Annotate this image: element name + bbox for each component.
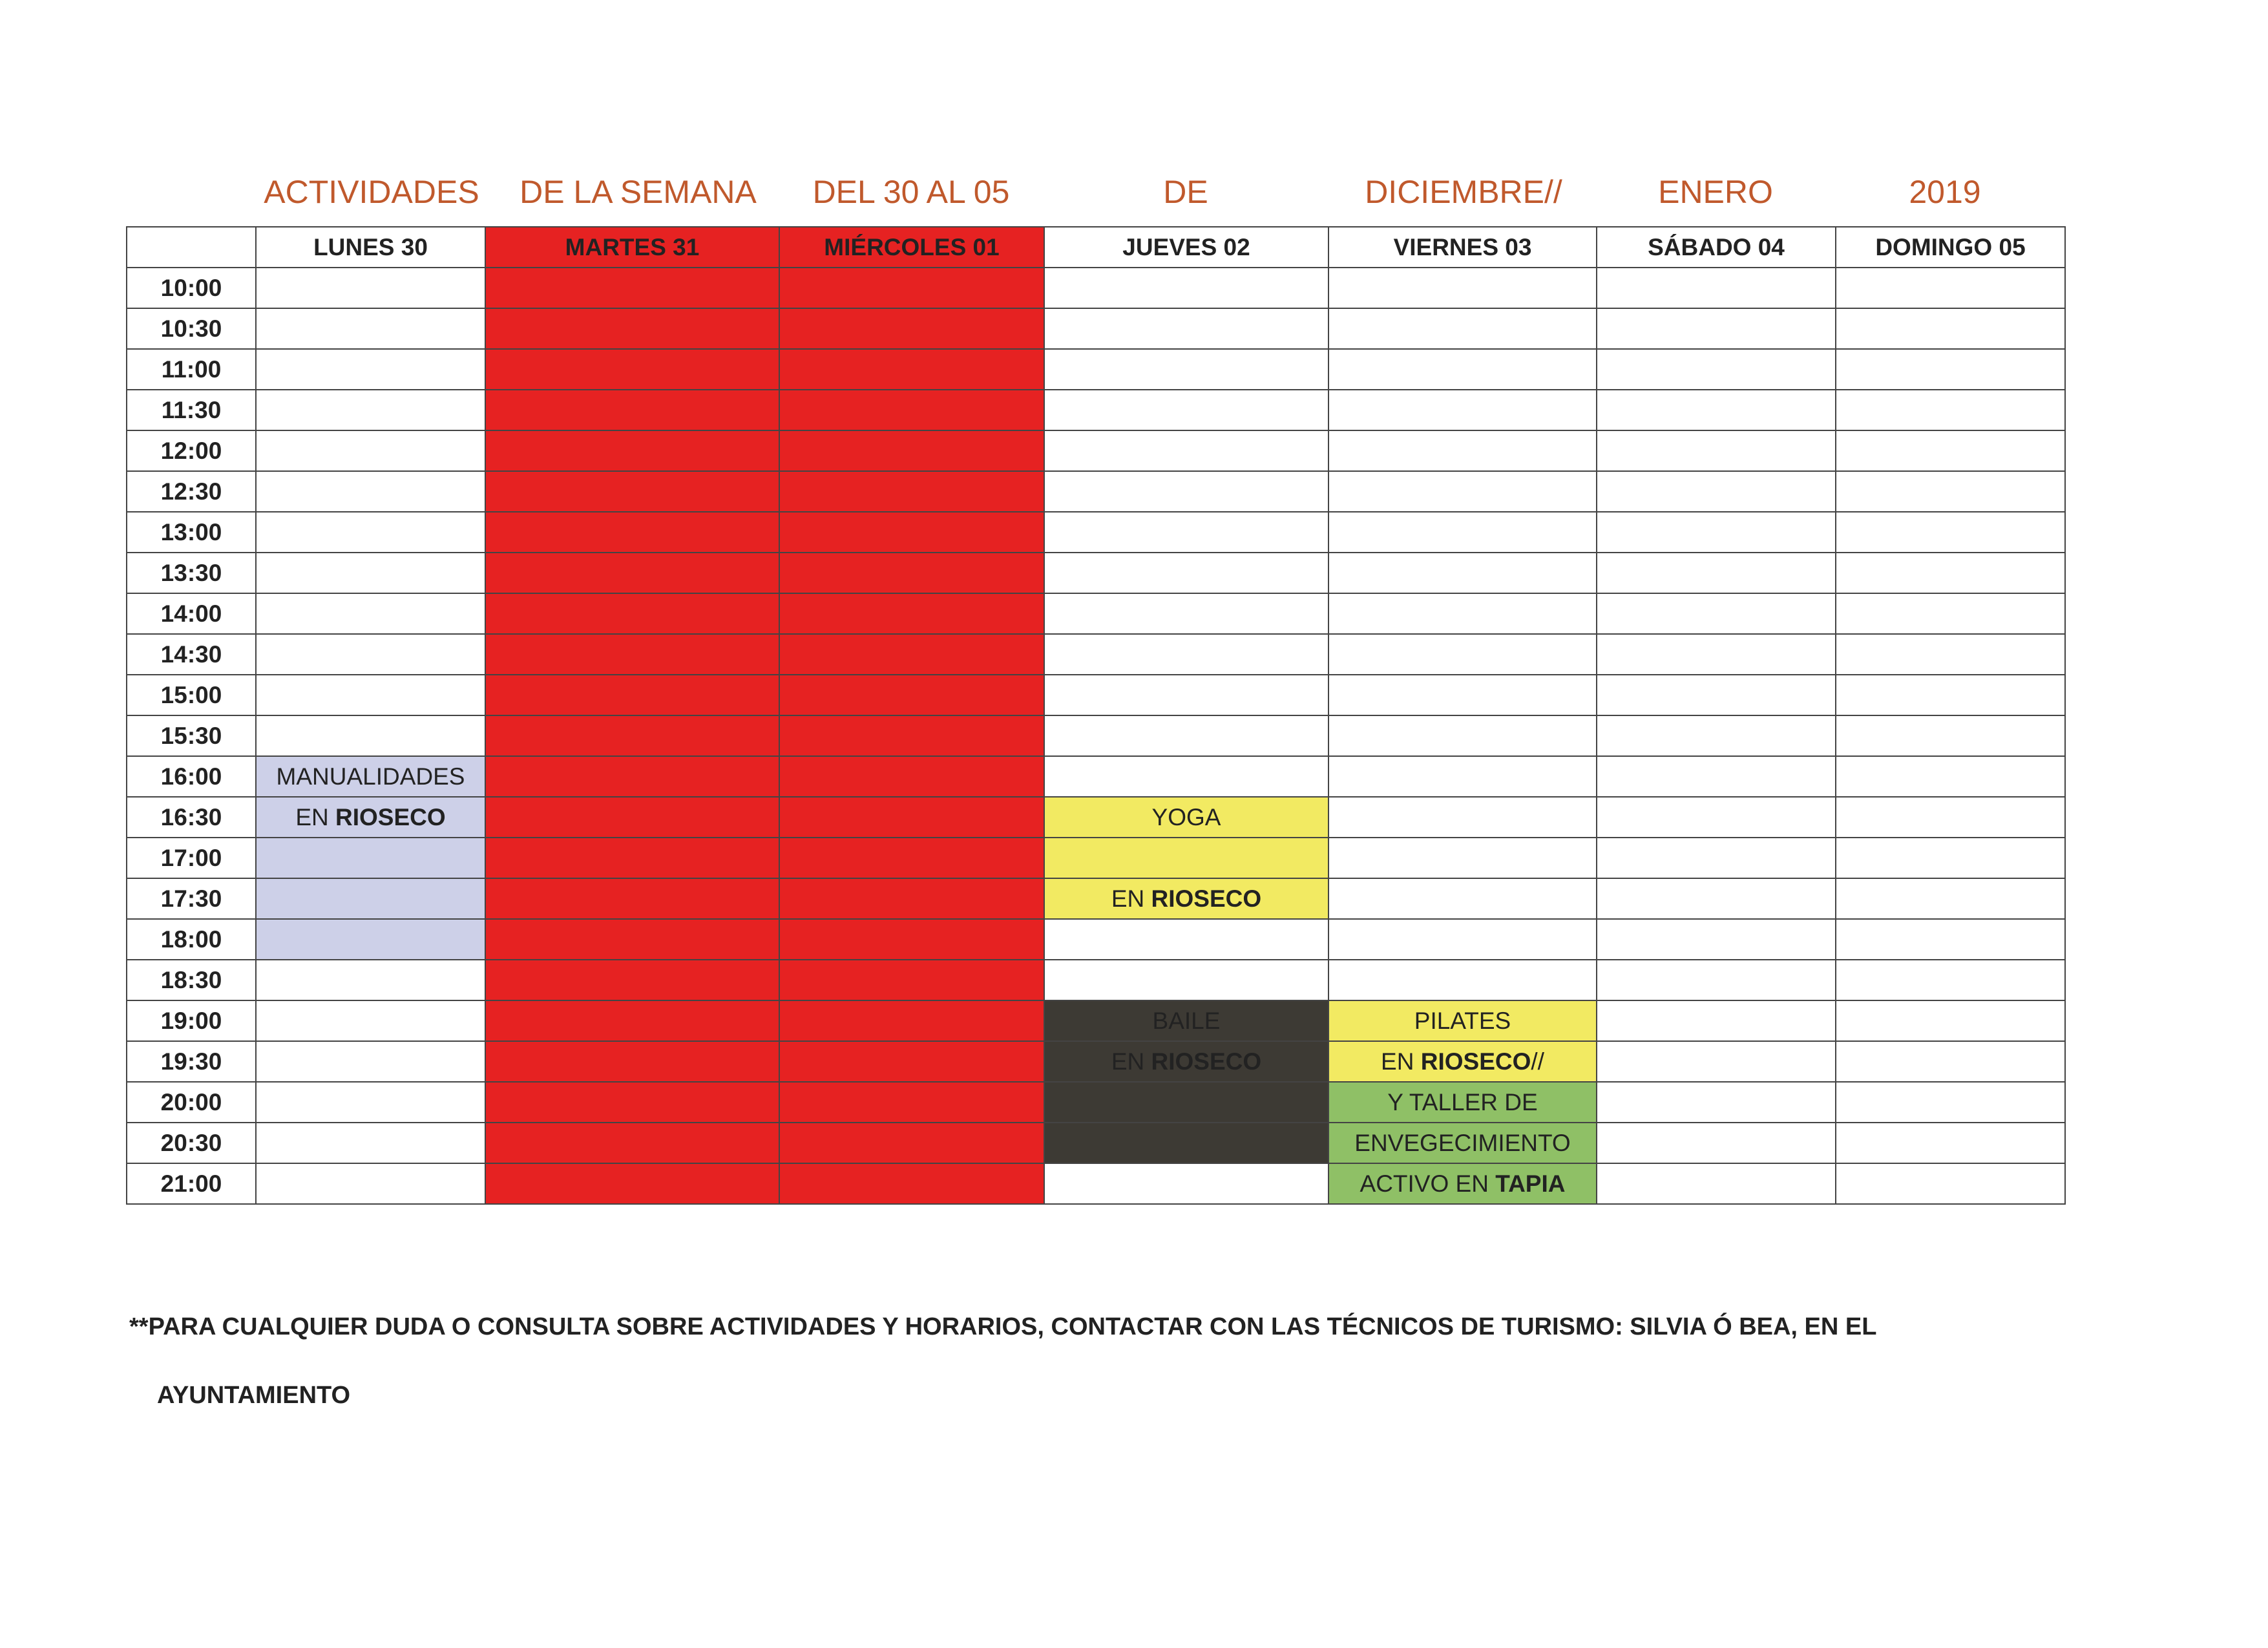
cell: [256, 960, 485, 1000]
cell: [1328, 430, 1597, 471]
time-label: 10:00: [127, 268, 256, 308]
holiday-cell: [485, 715, 779, 756]
cell: [256, 593, 485, 634]
cell: [1328, 715, 1597, 756]
time-label: 15:00: [127, 675, 256, 715]
holiday-cell: [779, 838, 1044, 878]
table-row: [127, 919, 2065, 960]
table-row: [127, 1000, 2065, 1041]
cell: [256, 430, 485, 471]
cell: [1597, 919, 1836, 960]
location-name: RIOSECO: [335, 803, 446, 830]
title-word-6: ENERO: [1658, 174, 1773, 210]
holiday-cell: [779, 675, 1044, 715]
table-row: [127, 471, 2065, 512]
cell: [1836, 756, 2065, 797]
holiday-cell: [485, 838, 779, 878]
time-label: 11:30: [127, 390, 256, 430]
cell: [1597, 715, 1836, 756]
cell: [1044, 553, 1328, 593]
cell: [1597, 1041, 1836, 1082]
cell: [1328, 797, 1597, 838]
holiday-cell: [485, 1123, 779, 1163]
time-label: 19:30: [127, 1041, 256, 1082]
holiday-cell: [779, 756, 1044, 797]
table-row: [127, 268, 2065, 308]
cell: [256, 634, 485, 675]
yoga-location: [1044, 878, 1328, 919]
holiday-cell: [779, 593, 1044, 634]
cell: [256, 675, 485, 715]
cell: [1044, 349, 1328, 390]
day-header-jueves: JUEVES 02: [1044, 227, 1328, 268]
title-word-5: DICIEMBRE//: [1365, 174, 1562, 210]
schedule-title: [0, 173, 2268, 231]
time-label: 12:30: [127, 471, 256, 512]
cell: [1836, 512, 2065, 553]
cell: [1044, 593, 1328, 634]
cell: [1836, 1082, 2065, 1123]
holiday-cell: [485, 308, 779, 349]
cell: [256, 1082, 485, 1123]
holiday-cell: [485, 960, 779, 1000]
header-row: [127, 227, 2065, 268]
time-label: 13:30: [127, 553, 256, 593]
cell: [256, 1041, 485, 1082]
cell: [1836, 675, 2065, 715]
table-row: [127, 390, 2065, 430]
cell: [256, 1163, 485, 1204]
holiday-cell: [779, 1163, 1044, 1204]
location-prefix: ACTIVO EN: [1360, 1170, 1496, 1197]
table-row: [127, 878, 2065, 919]
cell: [1836, 1163, 2065, 1204]
yoga-cell: YOGA: [1044, 797, 1328, 838]
holiday-cell: [485, 756, 779, 797]
cell: [1836, 1000, 2065, 1041]
day-header-martes: MARTES 31: [485, 227, 779, 268]
cell: [1044, 471, 1328, 512]
cell: [1597, 878, 1836, 919]
cell: [1597, 430, 1836, 471]
cell: [1597, 593, 1836, 634]
holiday-cell: [779, 471, 1044, 512]
holiday-cell: [779, 715, 1044, 756]
cell: [1836, 838, 2065, 878]
location-name: RIOSECO: [1151, 885, 1262, 912]
holiday-cell: [485, 471, 779, 512]
cell: [256, 1123, 485, 1163]
cell: [1044, 715, 1328, 756]
cell: [1836, 553, 2065, 593]
day-header-sabado: SÁBADO 04: [1597, 227, 1836, 268]
time-label: 13:00: [127, 512, 256, 553]
cell: [1836, 308, 2065, 349]
cell: [256, 390, 485, 430]
cell: [256, 553, 485, 593]
cell: [1044, 634, 1328, 675]
time-label: 18:30: [127, 960, 256, 1000]
day-header-domingo: DOMINGO 05: [1836, 227, 2065, 268]
cell: [1328, 838, 1597, 878]
time-label: 14:30: [127, 634, 256, 675]
cell: [1597, 390, 1836, 430]
corner-cell: [127, 227, 256, 268]
cell: [1328, 390, 1597, 430]
table-row: [127, 1163, 2065, 1204]
time-label: 20:00: [127, 1082, 256, 1123]
cell: [1597, 349, 1836, 390]
cell: [256, 268, 485, 308]
cell: [1836, 960, 2065, 1000]
cell: [1836, 1123, 2065, 1163]
holiday-cell: [485, 634, 779, 675]
holiday-cell: [485, 512, 779, 553]
holiday-cell: [485, 1000, 779, 1041]
title-word-2: DE LA SEMANA: [520, 174, 757, 210]
holiday-cell: [779, 878, 1044, 919]
location-prefix: EN: [1111, 1048, 1151, 1075]
location-name: RIOSECO: [1420, 1048, 1531, 1075]
cell: [256, 308, 485, 349]
cell: [1328, 960, 1597, 1000]
cell: [1836, 919, 2065, 960]
cell: [1328, 593, 1597, 634]
table-row: [127, 838, 2065, 878]
holiday-cell: [779, 308, 1044, 349]
title-word-1: ACTIVIDADES: [264, 174, 479, 210]
cell: [1597, 512, 1836, 553]
title-word-7: 2019: [1909, 174, 1981, 210]
holiday-cell: [485, 797, 779, 838]
holiday-cell: [485, 553, 779, 593]
holiday-cell: [485, 675, 779, 715]
pilates-location: [1328, 1041, 1597, 1082]
cell: [1597, 797, 1836, 838]
cell: [1836, 1041, 2065, 1082]
cell: [1597, 675, 1836, 715]
holiday-cell: [485, 268, 779, 308]
taller-cell: Y TALLER DE: [1328, 1082, 1597, 1123]
cell: [1044, 960, 1328, 1000]
location-prefix: EN: [295, 803, 336, 830]
time-label: 17:00: [127, 838, 256, 878]
table-row: [127, 512, 2065, 553]
pilates-cell: PILATES: [1328, 1000, 1597, 1041]
time-label: 11:00: [127, 349, 256, 390]
table-row: [127, 960, 2065, 1000]
cell: [1044, 756, 1328, 797]
table-row: [127, 553, 2065, 593]
holiday-cell: [779, 268, 1044, 308]
table-row: [127, 430, 2065, 471]
cell: [1836, 878, 2065, 919]
holiday-cell: [485, 349, 779, 390]
cell: [1044, 675, 1328, 715]
manualidades-cell: [256, 838, 485, 878]
cell: [1328, 349, 1597, 390]
holiday-cell: [485, 1163, 779, 1204]
cell: [1044, 268, 1328, 308]
holiday-cell: [779, 960, 1044, 1000]
cell: [1044, 430, 1328, 471]
taller-cell: ENVEGECIMIENTO: [1328, 1123, 1597, 1163]
location-name: RIOSECO: [1151, 1048, 1262, 1075]
cell: [1328, 512, 1597, 553]
table-row: [127, 1041, 2065, 1082]
holiday-cell: [485, 1041, 779, 1082]
cell: [1836, 268, 2065, 308]
time-label: 15:30: [127, 715, 256, 756]
time-label: 21:00: [127, 1163, 256, 1204]
table-row: [127, 715, 2065, 756]
holiday-cell: [779, 919, 1044, 960]
location-name: TAPIA: [1495, 1170, 1566, 1197]
cell: [1328, 308, 1597, 349]
cell: [1328, 268, 1597, 308]
cell: [1597, 1082, 1836, 1123]
taller-location: [1328, 1163, 1597, 1204]
time-label: 10:30: [127, 308, 256, 349]
cell: [1044, 919, 1328, 960]
holiday-cell: [779, 797, 1044, 838]
holiday-cell: [779, 349, 1044, 390]
cell: [1597, 756, 1836, 797]
table-row: [127, 349, 2065, 390]
holiday-cell: [779, 1123, 1044, 1163]
table-row: [127, 797, 2065, 838]
day-header-lunes: LUNES 30: [256, 227, 485, 268]
holiday-cell: [779, 512, 1044, 553]
contact-note: **PARA CUALQUIER DUDA O CONSULTA SOBRE ACTIVIDADES Y HORARIOS, CONTACTAR CON LAS TÉCNICOS DE TURISMO: SILVIA Ó BEA, EN EL: [129, 1313, 1877, 1340]
yoga-cell: [1044, 838, 1328, 878]
day-header-viernes: VIERNES 03: [1328, 227, 1597, 268]
holiday-cell: [485, 430, 779, 471]
table-row: [127, 1082, 2065, 1123]
time-label: 17:30: [127, 878, 256, 919]
cell: [1597, 1163, 1836, 1204]
cell: [1597, 308, 1836, 349]
holiday-cell: [779, 1082, 1044, 1123]
location-prefix: EN: [1381, 1048, 1421, 1075]
day-header-miercoles: MIÉRCOLES 01: [779, 227, 1044, 268]
cell: [1597, 1000, 1836, 1041]
cell: [256, 1000, 485, 1041]
baile-cell: [1044, 1123, 1328, 1163]
cell: [1597, 268, 1836, 308]
cell: [256, 471, 485, 512]
cell: [1597, 838, 1836, 878]
time-label: 19:00: [127, 1000, 256, 1041]
cell: [256, 349, 485, 390]
time-label: 14:00: [127, 593, 256, 634]
manualidades-cell: [256, 878, 485, 919]
baile-cell: [1044, 1082, 1328, 1123]
time-label: 20:30: [127, 1123, 256, 1163]
contact-note-continued: AYUNTAMIENTO: [157, 1382, 351, 1409]
holiday-cell: [779, 390, 1044, 430]
cell: [1044, 308, 1328, 349]
schedule-table: [126, 226, 2066, 1205]
manualidades-location: [256, 797, 485, 838]
cell: [1328, 471, 1597, 512]
holiday-cell: [485, 878, 779, 919]
location-prefix: EN: [1111, 885, 1151, 912]
time-label: 18:00: [127, 919, 256, 960]
cell: [1836, 349, 2065, 390]
cell: [1836, 715, 2065, 756]
cell: [256, 512, 485, 553]
cell: [1597, 960, 1836, 1000]
cell: [1328, 919, 1597, 960]
cell: [1328, 675, 1597, 715]
time-label: 16:00: [127, 756, 256, 797]
title-word-3: DEL 30 AL 05: [812, 174, 1010, 210]
table-row: [127, 756, 2065, 797]
cell: [1597, 634, 1836, 675]
cell: [1044, 512, 1328, 553]
holiday-cell: [779, 430, 1044, 471]
cell: [1328, 756, 1597, 797]
cell: [1836, 390, 2065, 430]
cell: [256, 715, 485, 756]
cell: [1328, 553, 1597, 593]
table-row: [127, 1123, 2065, 1163]
cell: [1328, 634, 1597, 675]
holiday-cell: [779, 634, 1044, 675]
manualidades-cell: [256, 919, 485, 960]
table-row: [127, 593, 2065, 634]
cell: [1328, 878, 1597, 919]
holiday-cell: [485, 390, 779, 430]
baile-cell: BAILE: [1044, 1000, 1328, 1041]
cell: [1836, 797, 2065, 838]
cell: [1044, 390, 1328, 430]
cell: [1836, 430, 2065, 471]
holiday-cell: [779, 1000, 1044, 1041]
holiday-cell: [485, 593, 779, 634]
cell: [1597, 553, 1836, 593]
location-suffix: //: [1531, 1048, 1544, 1075]
holiday-cell: [779, 553, 1044, 593]
cell: [1836, 593, 2065, 634]
table-row: [127, 634, 2065, 675]
baile-location: [1044, 1041, 1328, 1082]
holiday-cell: [485, 1082, 779, 1123]
table-row: [127, 308, 2065, 349]
time-label: 12:00: [127, 430, 256, 471]
cell: [1597, 471, 1836, 512]
cell: [1597, 1123, 1836, 1163]
cell: [1044, 1163, 1328, 1204]
cell: [1836, 471, 2065, 512]
cell: [1836, 634, 2065, 675]
table-row: [127, 675, 2065, 715]
title-word-4: DE: [1163, 174, 1208, 210]
time-label: 16:30: [127, 797, 256, 838]
holiday-cell: [485, 919, 779, 960]
holiday-cell: [779, 1041, 1044, 1082]
manualidades-cell: MANUALIDADES: [256, 756, 485, 797]
